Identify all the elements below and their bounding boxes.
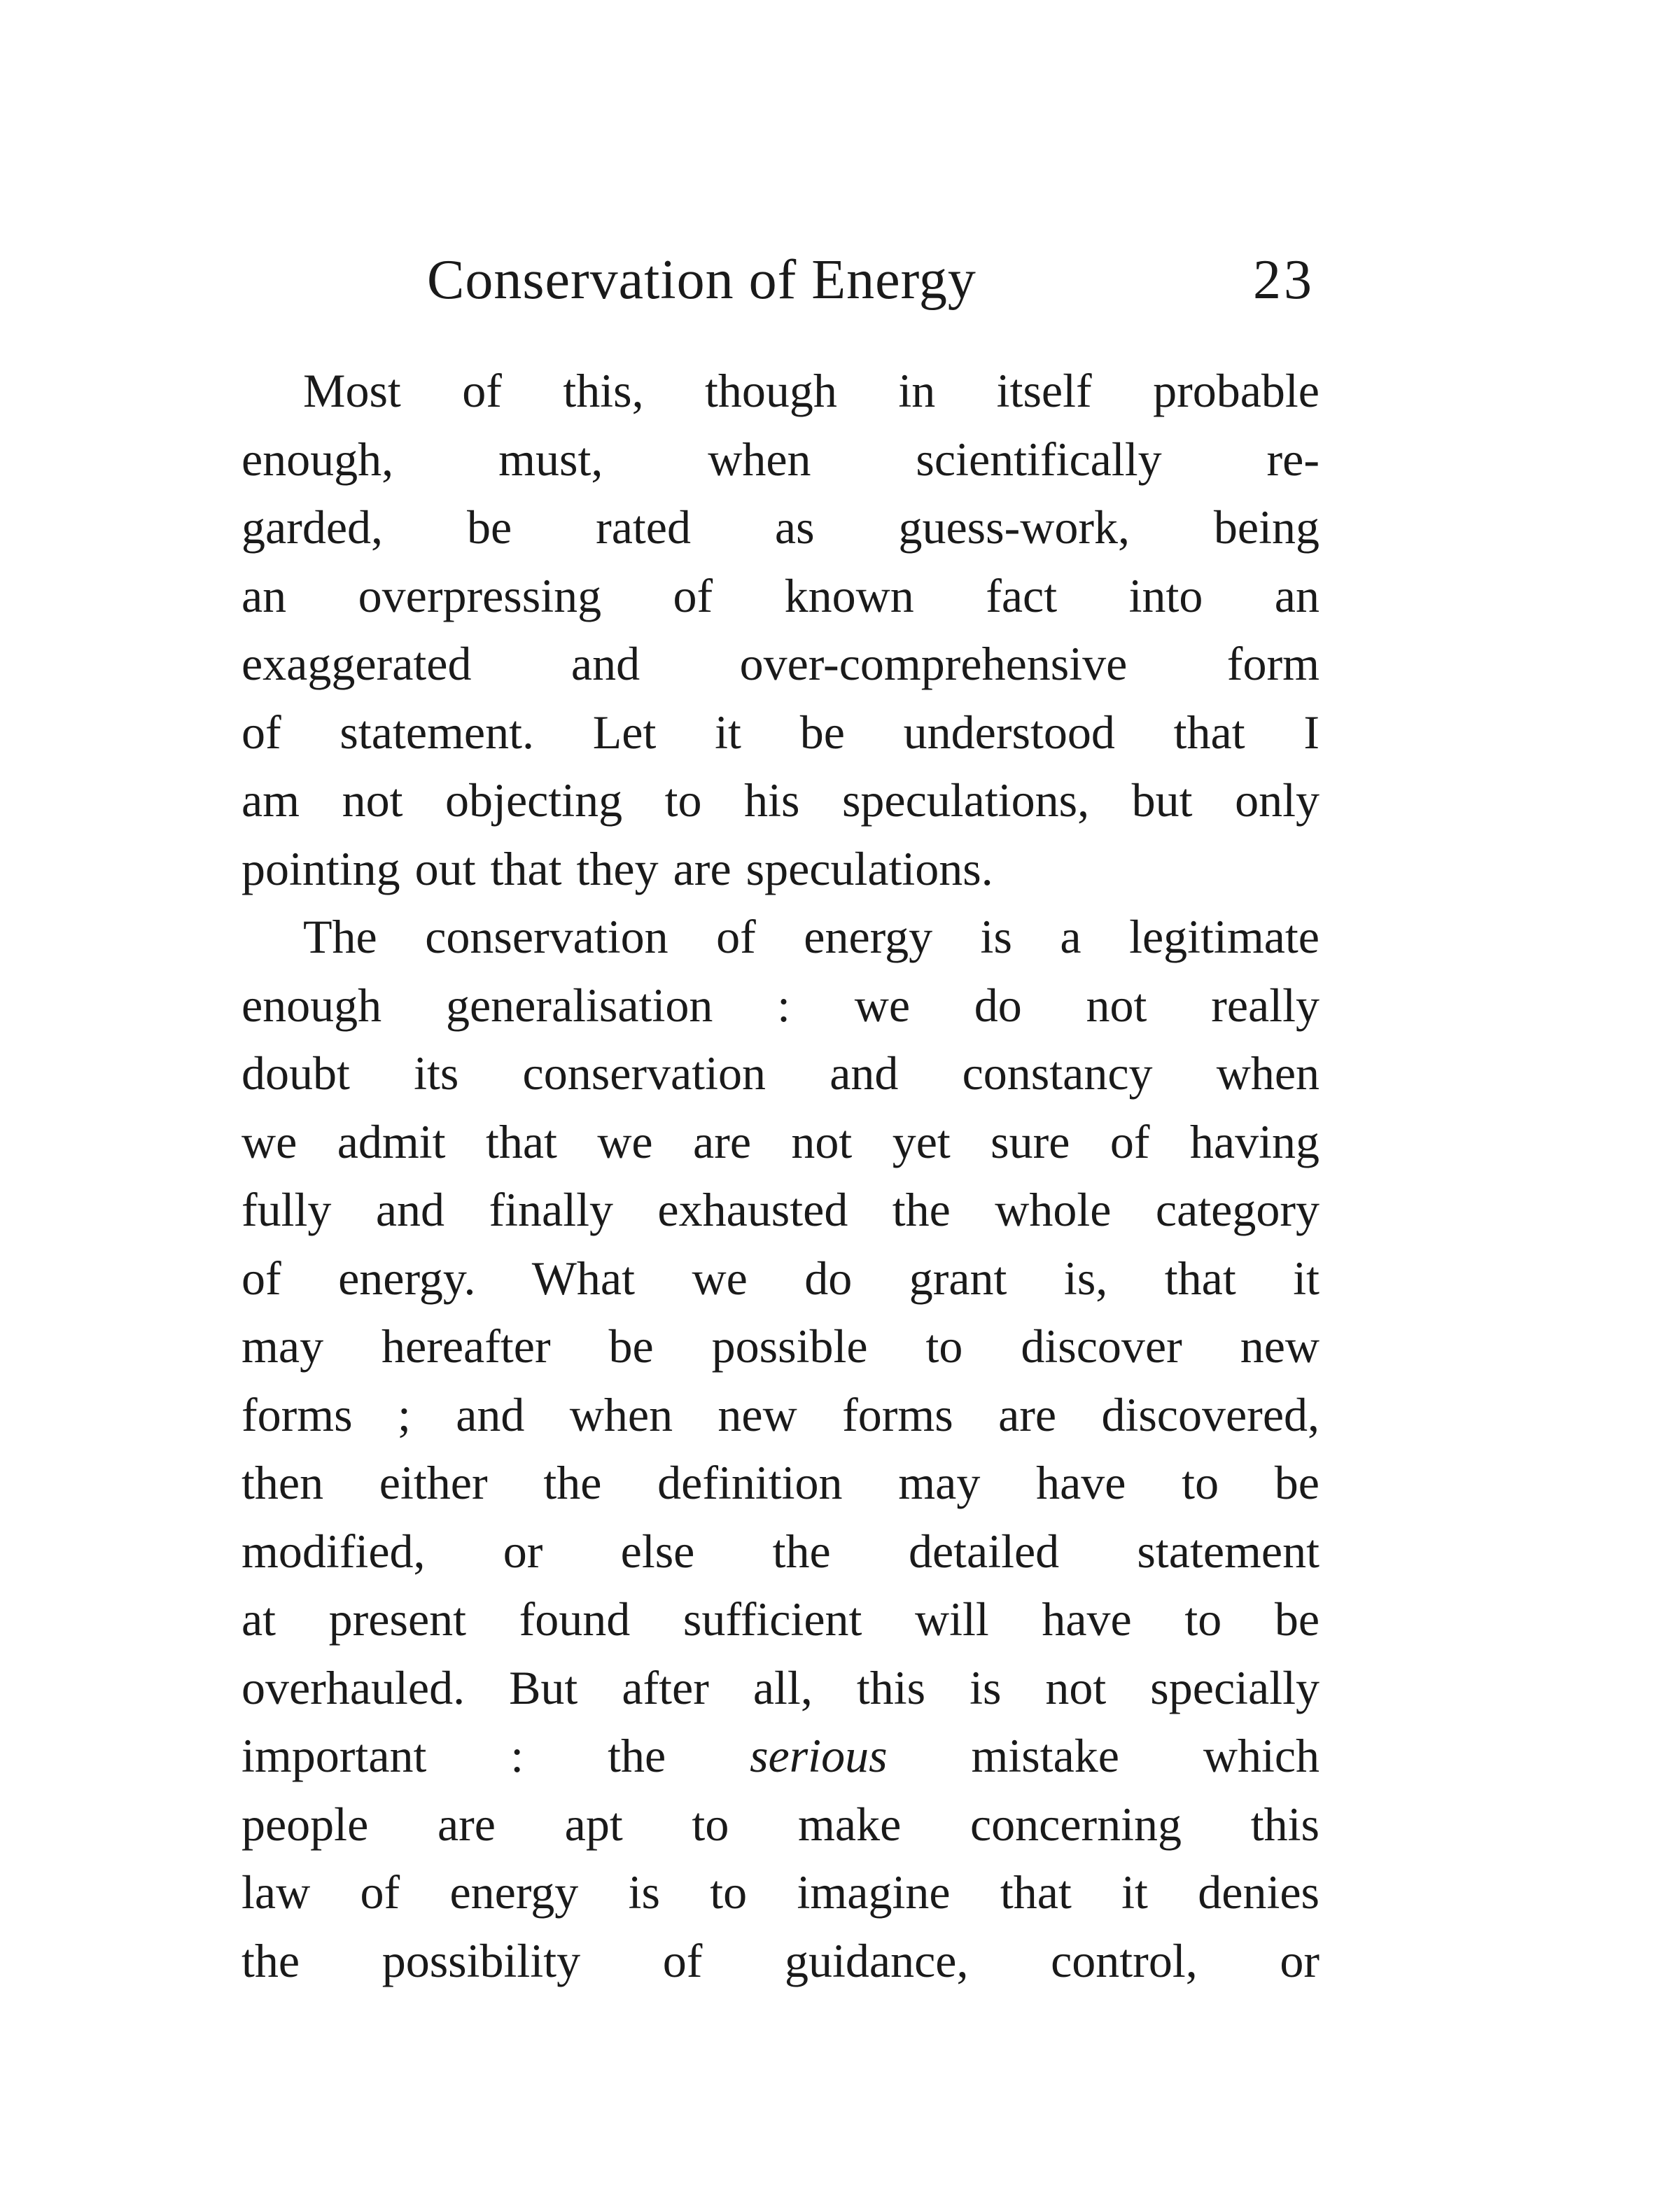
text-line: pointing out that they are speculations. [241, 841, 993, 895]
text-line: may hereafter be possible to discover new [241, 1320, 1320, 1373]
text-line: at present found sufficient will have to be [241, 1592, 1320, 1646]
text-line: exaggerated and over-comprehensive form [241, 637, 1320, 690]
text-segment: mistake which [971, 1729, 1320, 1782]
text-line: forms ; and when new forms are discovered, [241, 1387, 1320, 1441]
text-line: doubt its conservation and constancy when [241, 1046, 1320, 1100]
text-line: enough generalisation : we do not really [241, 978, 1320, 1032]
text-line: enough, must, when scientifically re- [241, 432, 1320, 486]
text-line: law of energy is to imagine that it denies [241, 1865, 1320, 1919]
text-line: of statement. Let it be understood that I [241, 705, 1320, 759]
text-line: fully and finally exhausted the whole category [241, 1183, 1320, 1236]
text-line: overhauled. But after all, this is not specially [241, 1660, 1320, 1714]
text-line: we admit that we are not yet sure of having [241, 1114, 1320, 1168]
page-number: 23 [1253, 249, 1315, 311]
text-segment: important : the [241, 1729, 666, 1782]
text-line: garded, be rated as guess-work, being [241, 500, 1320, 554]
page-title: Conservation of Energy [427, 249, 976, 311]
paragraph-1 [241, 357, 1320, 903]
text-line: The conservation of energy is a legitimate [303, 910, 1320, 963]
text-line: Most of this, though in itself probable [303, 364, 1320, 417]
paragraph-2 [241, 903, 1320, 1995]
text-line: the possibility of guidance, control, or [241, 1933, 1320, 1987]
emphasis-line [241, 1722, 1320, 1791]
text-line: modified, or else the detailed statement [241, 1524, 1320, 1578]
body-text [241, 357, 1320, 1995]
running-head [427, 248, 1315, 318]
emphasized-word: serious [750, 1729, 888, 1782]
text-line: an overpressing of known fact into an [241, 568, 1320, 622]
text-line: of energy. What we do grant is, that it [241, 1251, 1320, 1305]
text-line: then either the definition may have to be [241, 1456, 1320, 1509]
text-line: am not objecting to his speculations, but only [241, 774, 1320, 827]
text-line: people are apt to make concerning this [241, 1797, 1320, 1851]
